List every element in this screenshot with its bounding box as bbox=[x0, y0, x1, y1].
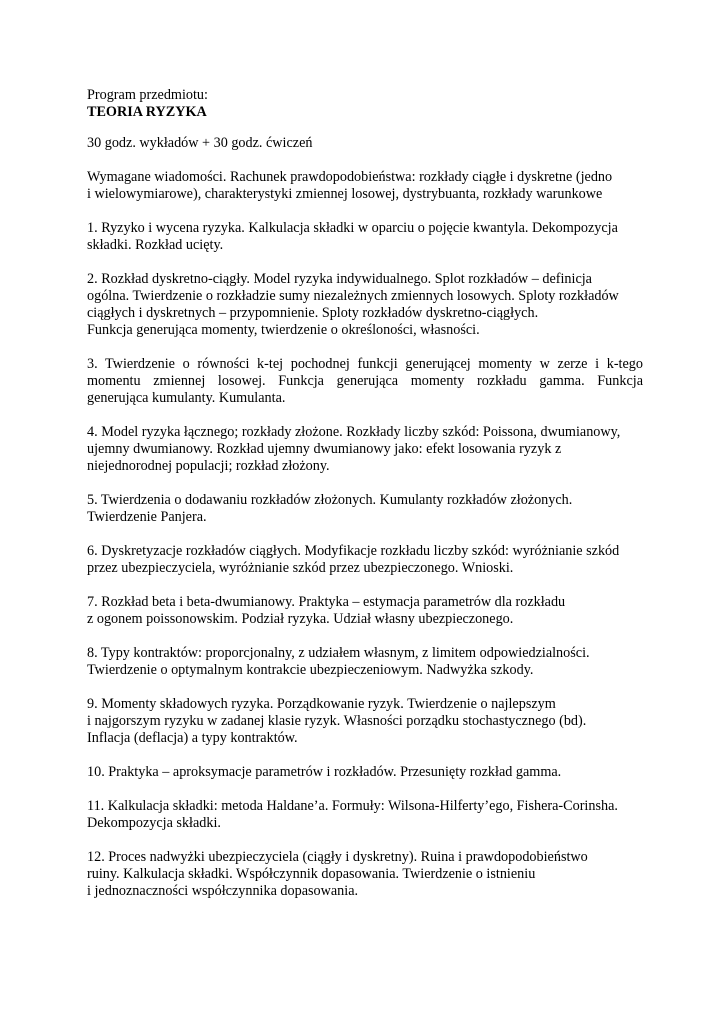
course-title: TEORIA RYZYKA bbox=[87, 104, 207, 120]
topic-4 bbox=[87, 424, 643, 475]
topic-11 bbox=[87, 798, 643, 832]
topic-6 bbox=[87, 543, 643, 577]
topic-line: 6. Dyskretyzacje rozkładów ciągłych. Modyfikacje rozkładu liczby szkód: wyróżnianie szkód bbox=[87, 543, 620, 559]
topic-line: 3. Twierdzenie o równości k-tej pochodnej funkcji generującej momenty w zerze i k-tego bbox=[87, 356, 643, 372]
topic-line: Dekompozycja składki. bbox=[87, 815, 221, 831]
topic-line: 1. Ryzyko i wycena ryzyka. Kalkulacja składki w oparciu o pojęcie kwantyla. Dekompozycja bbox=[87, 220, 618, 236]
topic-1 bbox=[87, 220, 643, 254]
requirements-line: i wielowymiarowe), charakterystyki zmiennej losowej, dystrybuanta, rozkłady warunkowe bbox=[87, 186, 603, 202]
topic-line: ciągłych i dyskretnych – przypomnienie. Sploty rozkładów dyskretno-ciągłych. bbox=[87, 305, 539, 321]
topic-line: przez ubezpieczyciela, wyróżnianie szkód przez ubezpieczonego. Wnioski. bbox=[87, 560, 514, 576]
topic-line: Twierdzenie Panjera. bbox=[87, 509, 207, 525]
topic-line: ogólna. Twierdzenie o rozkładzie sumy niezależnych zmiennych losowych. Sploty rozkładów bbox=[87, 288, 619, 304]
requirements-paragraph bbox=[87, 169, 643, 203]
topic-line: i najgorszym ryzyku w zadanej klasie ryzyk. Własności porządku stochastycznego (bd). bbox=[87, 713, 587, 729]
topic-line: ujemny dwumianowy. Rozkład ujemny dwumianowy jako: efekt losowania ryzyk z bbox=[87, 441, 562, 457]
topic-3 bbox=[87, 356, 643, 407]
topic-line: 12. Proces nadwyżki ubezpieczyciela (ciągły i dyskretny). Ruina i prawdopodobieństwo bbox=[87, 849, 588, 865]
topic-10 bbox=[87, 764, 643, 781]
topic-line: niejednorodnej populacji; rozkład złożony. bbox=[87, 458, 330, 474]
requirements-line: Wymagane wiadomości. Rachunek prawdopodobieństwa: rozkłady ciągłe i dyskretne (jedno bbox=[87, 169, 613, 185]
topic-line: 9. Momenty składowych ryzyka. Porządkowanie ryzyk. Twierdzenie o najlepszym bbox=[87, 696, 556, 712]
topic-2 bbox=[87, 271, 643, 339]
topic-line: generująca kumulanty. Kumulanta. bbox=[87, 390, 286, 406]
topic-line: 10. Praktyka – aproksymacje parametrów i rozkładów. Przesunięty rozkład gamma. bbox=[87, 764, 562, 780]
topic-line: momentu zmiennej losowej. Funkcja generująca momenty rozkładu gamma. Funkcja bbox=[87, 373, 643, 389]
topic-7 bbox=[87, 594, 643, 628]
program-label: Program przedmiotu: bbox=[87, 87, 208, 103]
document-body bbox=[87, 87, 643, 900]
hours-info: 30 godz. wykładów + 30 godz. ćwiczeń bbox=[87, 135, 313, 151]
topic-line: składki. Rozkład ucięty. bbox=[87, 237, 224, 253]
topic-8 bbox=[87, 645, 643, 679]
topic-line: 7. Rozkład beta i beta-dwumianowy. Praktyka – estymacja parametrów dla rozkładu bbox=[87, 594, 566, 610]
topic-line: 4. Model ryzyka łącznego; rozkłady złożone. Rozkłady liczby szkód: Poissona, dwumianowy, bbox=[87, 424, 621, 440]
topic-line: Inflacja (deflacja) a typy kontraktów. bbox=[87, 730, 298, 746]
topic-12 bbox=[87, 849, 643, 900]
topic-line: i jednoznaczności współczynnika dopasowania. bbox=[87, 883, 359, 899]
topic-line: Twierdzenie o optymalnym kontrakcie ubezpieczeniowym. Nadwyżka szkody. bbox=[87, 662, 534, 678]
topic-5 bbox=[87, 492, 643, 526]
topic-line: ruiny. Kalkulacja składki. Współczynnik dopasowania. Twierdzenie o istnieniu bbox=[87, 866, 536, 882]
topic-line: 8. Typy kontraktów: proporcjonalny, z udziałem własnym, z limitem odpowiedzialności. bbox=[87, 645, 590, 661]
topic-line: z ogonem poissonowskim. Podział ryzyka. Udział własny ubezpieczonego. bbox=[87, 611, 514, 627]
topic-9 bbox=[87, 696, 643, 747]
topic-line: 5. Twierdzenia o dodawaniu rozkładów złożonych. Kumulanty rozkładów złożonych. bbox=[87, 492, 573, 508]
topic-line: 2. Rozkład dyskretno-ciągły. Model ryzyka indywidualnego. Splot rozkładów – definicja bbox=[87, 271, 592, 287]
topic-line: Funkcja generująca momenty, twierdzenie o określoności, własności. bbox=[87, 322, 480, 338]
requirements-label: Wymagane wiadomości. bbox=[87, 169, 227, 185]
topic-line: 11. Kalkulacja składki: metoda Haldane’a. Formuły: Wilsona-Hilferty’ego, Fishera-Corinsha. bbox=[87, 798, 618, 814]
